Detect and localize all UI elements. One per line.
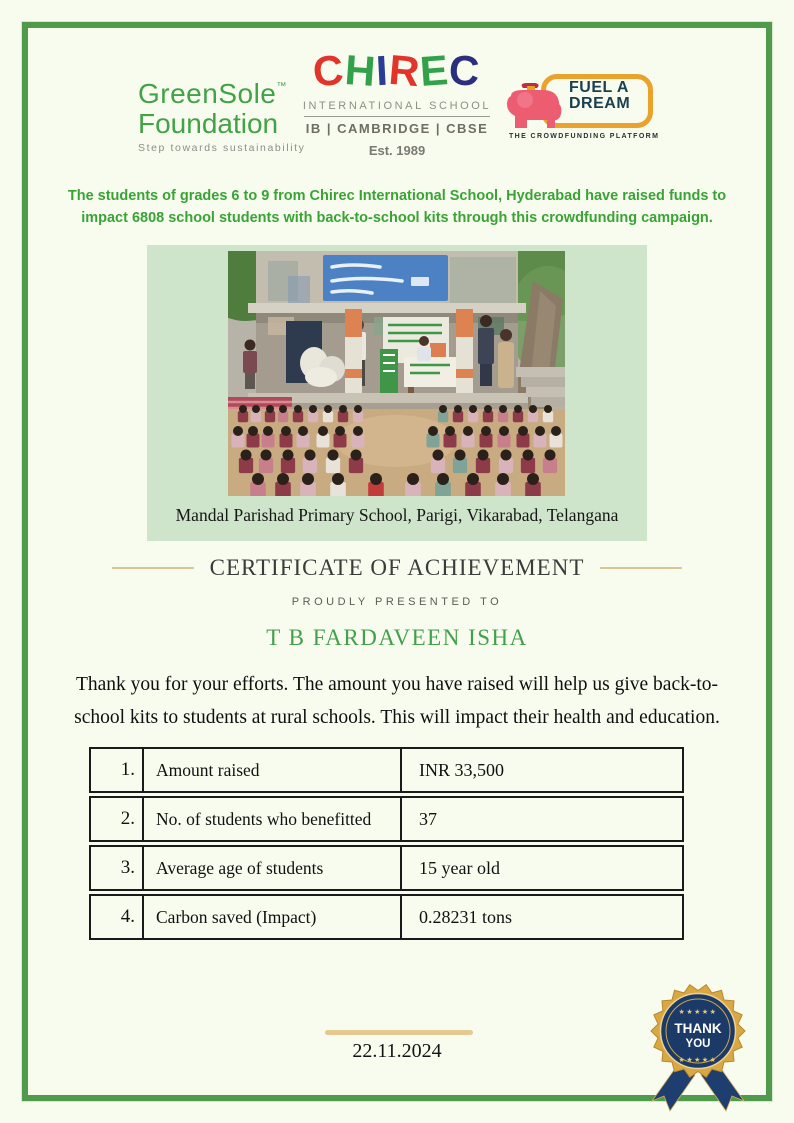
table-row xyxy=(89,747,684,793)
greensole-foundation-text: Foundation xyxy=(138,108,279,139)
recipient-name: T B FARDAVEEN ISHA xyxy=(266,625,528,650)
certificate-title-row xyxy=(112,555,682,581)
row-number: 1. xyxy=(91,749,144,791)
thank-you-message xyxy=(0,668,794,734)
row-value: INR 33,500 xyxy=(419,759,504,780)
thank-you-badge xyxy=(632,983,764,1115)
intro-line2: impact 6808 school students with back-to-school kits through this crowdfunding campaign. xyxy=(81,210,713,226)
school-photo xyxy=(228,251,565,496)
greensole-name-text: GreenSole xyxy=(138,78,277,109)
chirec-boards: IB | CAMBRIDGE | CBSE xyxy=(305,121,489,136)
chirec-letter: C xyxy=(448,46,482,95)
elephant-icon xyxy=(503,82,567,134)
presented-to-label: PROUDLY PRESENTED TO xyxy=(291,596,503,608)
table-row xyxy=(89,796,684,842)
chirec-letter: H xyxy=(343,45,378,96)
intro-paragraph xyxy=(0,185,794,229)
chirec-established: Est. 1989 xyxy=(368,143,426,158)
table-row xyxy=(89,894,684,940)
table-row xyxy=(89,845,684,891)
greensole-name xyxy=(138,80,306,108)
row-label: Amount raised xyxy=(144,749,402,791)
row-number: 3. xyxy=(91,847,144,889)
badge-stars-bottom: ★★★★★ xyxy=(678,1056,718,1064)
row-value: 37 xyxy=(419,808,437,829)
row-number: 4. xyxy=(91,896,144,938)
chirec-letter: R xyxy=(386,45,423,96)
row-number: 2. xyxy=(91,798,144,840)
certificate-title: CERTIFICATE OF ACHIEVEMENT xyxy=(209,555,585,580)
row-value: 0.28231 tons xyxy=(419,906,513,927)
chirec-divider xyxy=(304,116,490,117)
row-label: No. of students who benefitted xyxy=(144,798,402,840)
certificate-date: 22.11.2024 xyxy=(352,1040,442,1062)
title-rule-left xyxy=(112,567,194,569)
impact-table xyxy=(89,747,684,940)
row-label: Carbon saved (Impact) xyxy=(144,896,402,938)
date-rule xyxy=(325,1030,473,1035)
greensole-tagline: Step towards sustainability xyxy=(138,142,306,154)
title-rule-right xyxy=(600,567,682,569)
fueladream-title xyxy=(569,80,630,112)
message-line1: Thank you for your efforts. The amount you have raised will help us give back-to- xyxy=(75,674,719,695)
fueladream-title-line2: DREAM xyxy=(569,95,631,112)
fueladream-title-line1: FUEL A xyxy=(569,79,629,96)
row-value: 15 year old xyxy=(419,857,500,878)
badge-stars-top: ★★★★★ xyxy=(678,1008,718,1016)
badge-text-you: YOU xyxy=(685,1038,711,1050)
photo-caption: Mandal Parishad Primary School, Parigi, Vikarabad, Telangana xyxy=(175,505,619,525)
trademark-symbol: ™ xyxy=(276,81,287,92)
fueladream-tagline: THE CROWDFUNDING PLATFORM xyxy=(509,133,660,140)
intro-line1: The students of grades 6 to 9 from Chirec International School, Hyderabad have raised funds to xyxy=(67,188,727,204)
photo-card xyxy=(147,245,647,541)
chirec-wordmark xyxy=(297,45,497,96)
chirec-letter: E xyxy=(418,46,451,95)
greensole-logo xyxy=(138,80,306,154)
chirec-letter: I xyxy=(374,46,391,95)
chirec-logo xyxy=(297,45,497,158)
chirec-letter: C xyxy=(311,45,347,96)
chirec-subtitle: INTERNATIONAL SCHOOL xyxy=(302,100,492,112)
badge-text-thank: THANK xyxy=(674,1021,722,1036)
message-line2: school kits to students at rural schools. This will impact their health and education. xyxy=(74,707,720,728)
fueladream-logo xyxy=(503,58,661,148)
row-label: Average age of students xyxy=(144,847,402,889)
